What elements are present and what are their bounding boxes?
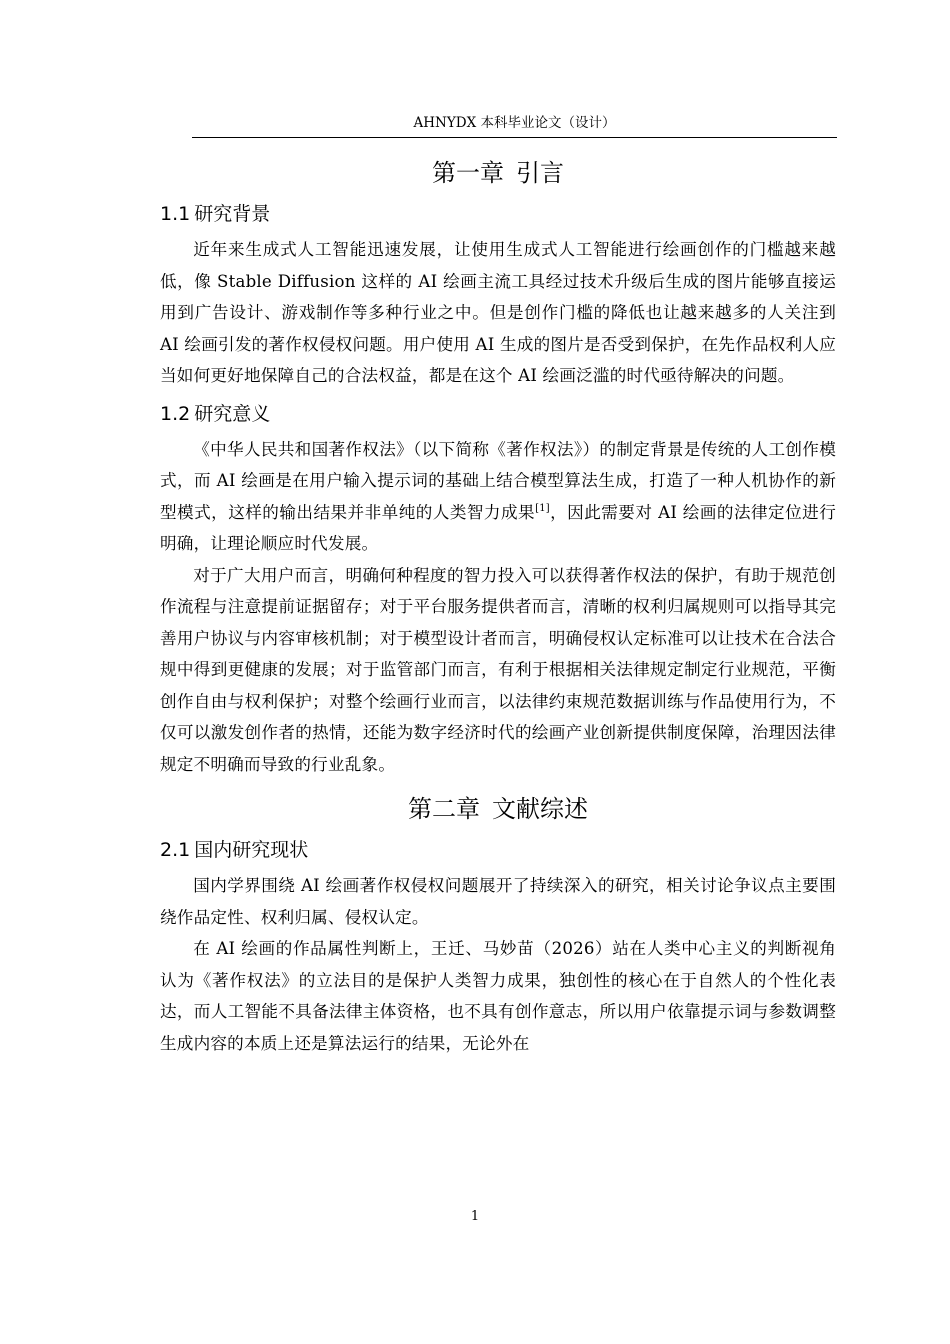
- section-heading: [160, 400, 836, 428]
- section-title: 研究背景: [194, 203, 271, 225]
- paragraph: 国内学界围绕 AI 绘画著作权侵权问题展开了持续深入的研究，相关讨论争议点主要围绕作品定性、权利归属、侵权认定。: [160, 876, 836, 927]
- paragraph-text: ，因此需要对 AI 绘画的法律定位进行明确，让理论顺应时代发展。: [160, 502, 836, 553]
- section-title: 国内研究现状: [194, 839, 309, 861]
- paragraph-text: 《中华人民共和国著作权法》（以下简称《著作权法》）的制定背景是传统的人工创作模式，而 AI 绘画是在用户输入提示词的基础上结合模型算法生成，打造了一种人机协作的新型模式，这样的输出结果并非单纯的人类智力成果: [160, 439, 836, 522]
- chapter-title: 引言: [516, 159, 564, 187]
- running-header: AHNYDX 本科毕业论文（设计）: [413, 115, 616, 131]
- citation-marker[interactable]: [1]: [535, 502, 550, 514]
- paragraph: 近年来生成式人工智能迅速发展，让使用生成式人工智能进行绘画创作的门槛越来越低，像 Stable Diffusion 这样的 AI 绘画主流工具经过技术升级后生成的图片能够直接运用到广告设计、游戏制作等多种行业之中。但是创作门槛的降低也让越来越多的人关注到 AI 绘画引发的著作权侵权问题。用户使用 AI 生成的图片是否受到保护，在先作品权利人应当如何更好地保障自己的合法权益，都是在这个 AI 绘画泛滥的时代亟待解决的问题。: [160, 240, 836, 385]
- section-heading: [160, 200, 836, 228]
- header-rule: [192, 137, 837, 138]
- paragraph: 对于广大用户而言，明确何种程度的智力投入可以获得著作权法的保护，有助于规范创作流程与注意提前证据留存；对于平台服务提供者而言，清晰的权利归属规则可以指导其完善用户协议与内容审核机制；对于模型设计者而言，明确侵权认定标准可以让技术在合法合规中得到更健康的发展；对于监管部门而言，有利于根据相关法律规定制定行业规范，平衡创作自由与权利保护；对整个绘画行业而言，以法律约束规范数据训练与作品使用行为，不仅可以激发创作者的热情，还能为数字经济时代的绘画产业创新提供制度保障，治理因法律规定不明确而导致的行业乱象。: [160, 565, 836, 774]
- chapter-heading: [160, 792, 836, 826]
- section-number: 2.1: [160, 839, 191, 861]
- section-number: 1.2: [160, 402, 191, 425]
- chapter-heading: [160, 156, 836, 190]
- chapter-title: 文献综述: [492, 795, 588, 823]
- page-content: [160, 150, 836, 1059]
- page-number: 1: [470, 1209, 480, 1224]
- section-number: 1.1: [160, 203, 191, 225]
- section-title: 研究意义: [194, 402, 271, 425]
- chapter-number: 第一章: [432, 159, 504, 187]
- paragraph: 在 AI 绘画的作品属性判断上，王迁、马妙苗（2026）站在人类中心主义的判断视角认为《著作权法》的立法目的是保护人类智力成果，独创性的核心在于自然人的个性化表达，而人工智能不具备法律主体资格，也不具有创作意志，所以用户依靠提示词与参数调整生成内容的本质上还是算法运行的结果，无论外在: [160, 939, 836, 1053]
- section-heading: [160, 836, 836, 864]
- paragraph: [160, 434, 836, 560]
- chapter-number: 第二章: [408, 795, 480, 823]
